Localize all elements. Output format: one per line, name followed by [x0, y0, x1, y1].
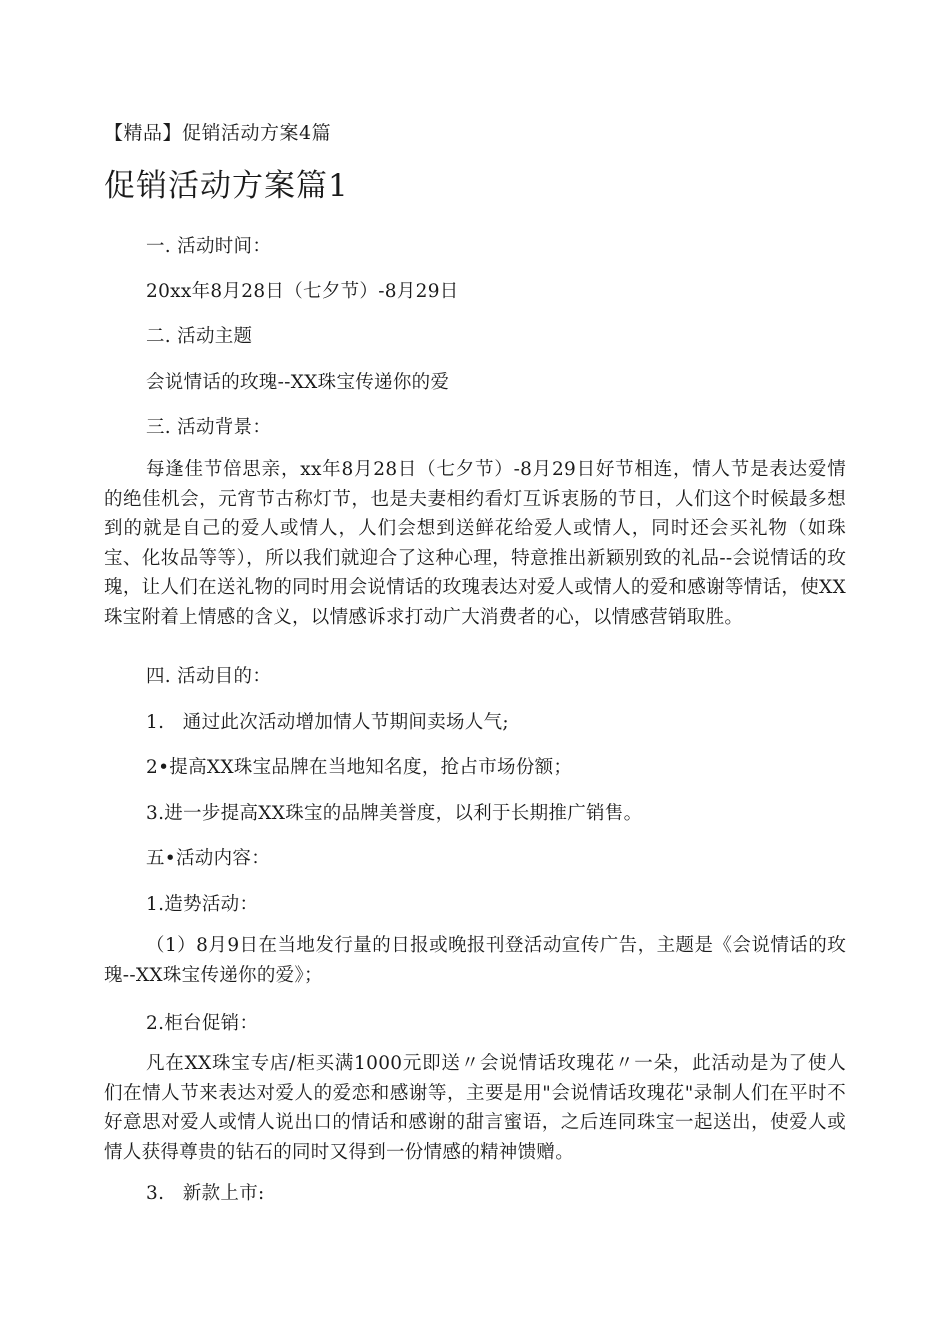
item2-body: 凡在XX珠宝专店/柜买满1000元即送〃会说情话玫瑰花〃一朵，此活动是为了使人们在情人节来表达对爱人的爱恋和感谢等，主要是用"会说情话玫瑰花"录制人们在平时不好意思对爱人或情人说出口的情话和感谢的甜言蜜语，之后连同珠宝一起送出，使爱人或情人获得尊贵的钻石的同时又得到一份情感的精神馈赠。: [104, 1053, 846, 1163]
goal-1: 1. 通过此次活动增加情人节期间卖场人气;: [146, 712, 509, 733]
sec3-body: 每逢佳节倍思亲，xx年8月28日（七夕节）-8月29日好节相连，情人节是表达爱情的绝佳机会，元宵节古称灯节，也是夫妻相约看灯互诉衷肠的节日，人们这个时候最多想到的就是自己的爱人或情人，人们会想到送鲜花给爱人或情人，同时还会买礼物（如珠宝、化妆品等等），所以我们就迎合了这种心理，特意推出新颖别致的礼品--会说情话的玫瑰，让人们在送礼物的同时用会说情话的玫瑰表达对爱人或情人的爱和感谢等情话，使XX珠宝附着上情感的含义，以情感诉求打动广大消费者的心，以情感营销取胜。: [104, 459, 846, 628]
sec1-body: 20xx年8月28日（七夕节）-8月29日: [146, 281, 459, 302]
item3-title: 3. 新款上市:: [146, 1183, 265, 1204]
sec2-body: 会说情话的玫瑰--XX珠宝传递你的爱: [146, 372, 450, 393]
document-title: 【精品】促销活动方案4篇: [104, 122, 332, 144]
goal-2: 2•提高XX珠宝品牌在当地知名度，抢占市场份额；: [146, 757, 573, 778]
sec5-title: 五•活动内容：: [146, 848, 271, 869]
sec3-title: 三. 活动背景：: [146, 417, 272, 438]
section-heading: 促销活动方案篇1: [104, 168, 349, 204]
goal-3: 3.进一步提高XX珠宝的品牌美誉度，以利于长期推广销售。: [146, 803, 643, 824]
item2-title: 2.柜台促销：: [146, 1013, 259, 1034]
item1-title: 1.造势活动：: [146, 894, 259, 915]
sec2-title: 二. 活动主题: [146, 326, 253, 347]
item1-body: （1）8月9日在当地发行量的日报或晚报刊登活动宣传广告，主题是《会说情话的玫瑰--XX珠宝传递你的爱》；: [104, 935, 846, 986]
sec4-title: 四. 活动目的：: [146, 666, 272, 687]
sec1-title: 一. 活动时间：: [146, 236, 272, 257]
